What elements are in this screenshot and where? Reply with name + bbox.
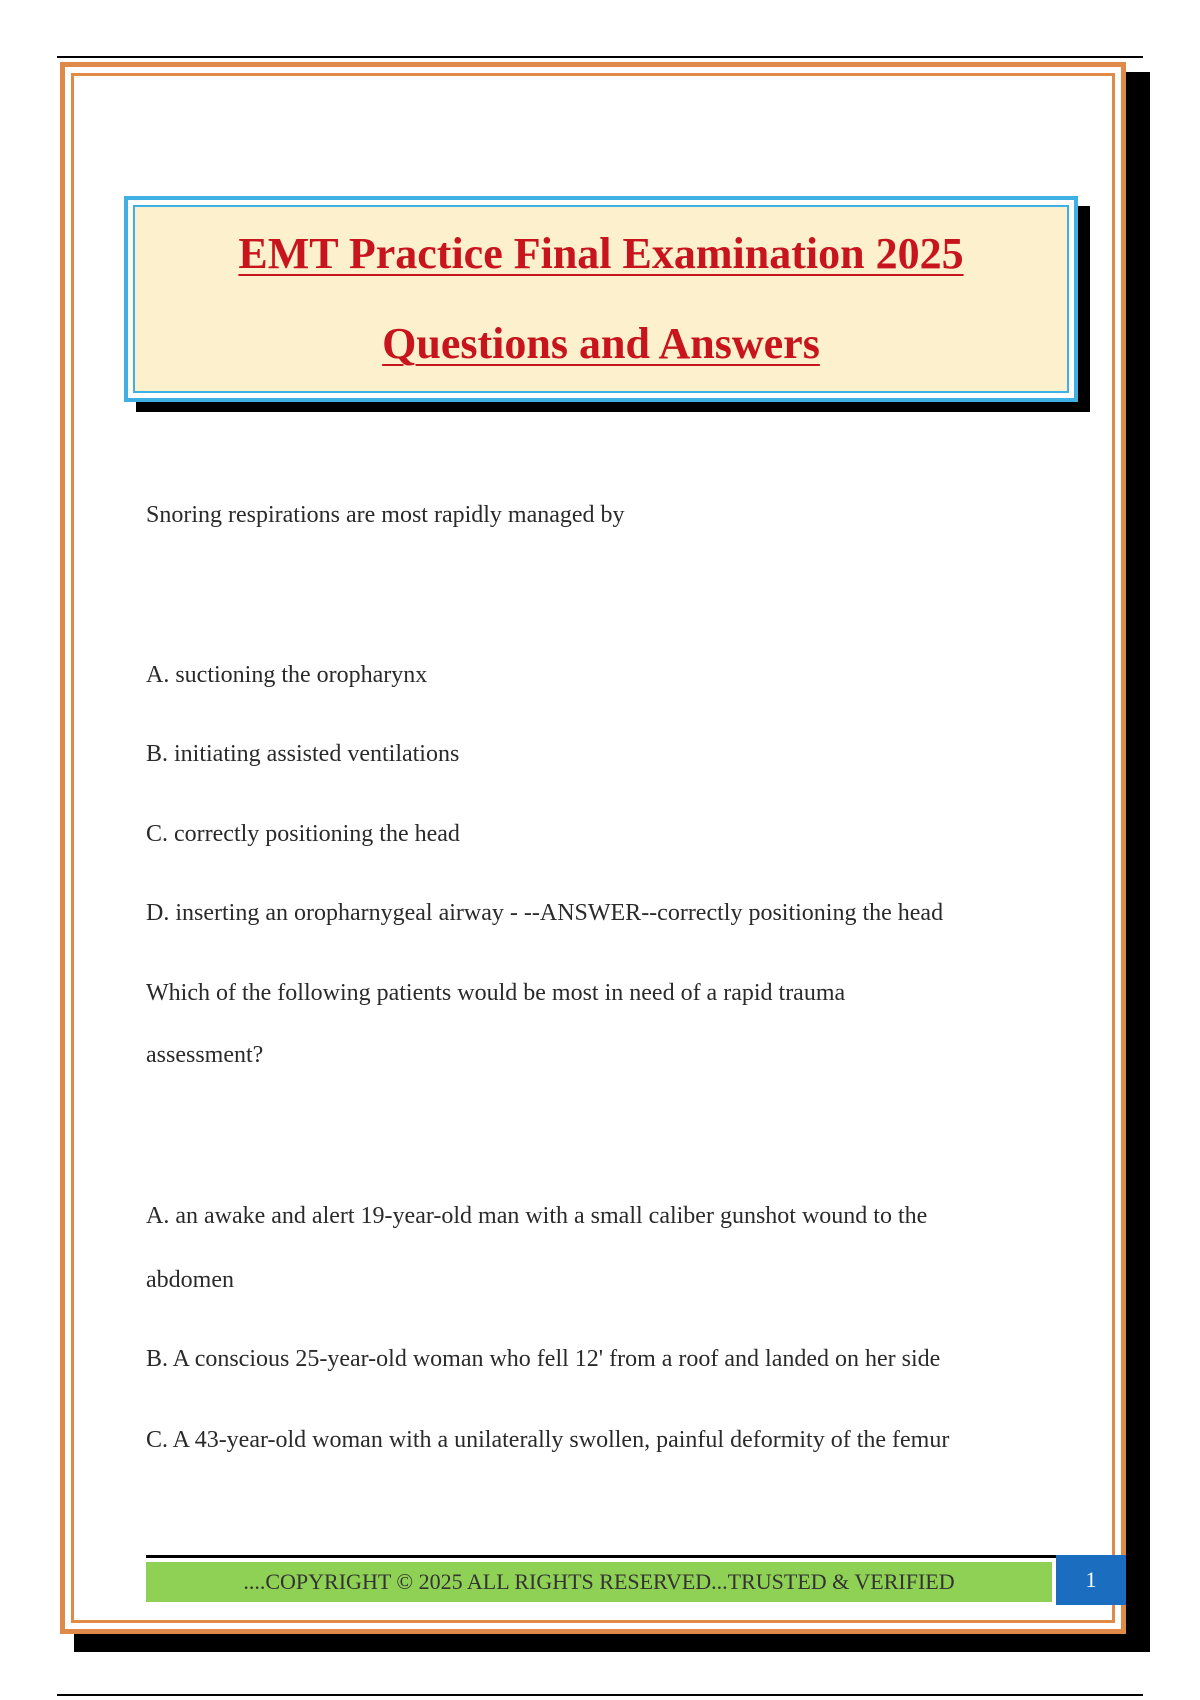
question-2-option-c: C. A 43-year-old woman with a unilaterally swollen, painful deformity of the femur — [146, 1427, 950, 1453]
footer-copyright-text: ....COPYRIGHT © 2025 ALL RIGHTS RESERVED...TRUSTED & VERIFIED — [243, 1569, 955, 1594]
question-1-text: Snoring respirations are most rapidly managed by — [146, 502, 625, 528]
question-1-option-b: B. initiating assisted ventilations — [146, 741, 460, 767]
footer-copyright — [146, 1562, 1052, 1602]
page-number: 1 — [1056, 1555, 1126, 1605]
question-1-option-d: D. inserting an oropharnygeal airway - --ANSWER--correctly positioning the head — [146, 900, 944, 926]
title-box — [124, 196, 1078, 402]
title-line-1: EMT Practice Final Examination 2025 — [238, 229, 964, 278]
question-2-option-b: B. A conscious 25-year-old woman who fell 12' from a roof and landed on her side — [146, 1346, 941, 1372]
title-line-2: Questions and Answers — [382, 319, 820, 368]
top-rule — [57, 56, 1143, 58]
question-1-option-a: A. suctioning the oropharynx — [146, 662, 428, 688]
question-2-text-line-1: Which of the following patients would be most in need of a rapid trauma — [146, 980, 846, 1006]
question-2-option-a-line-2: abdomen — [146, 1267, 234, 1293]
title-inner — [133, 205, 1069, 393]
question-1-option-c: C. correctly positioning the head — [146, 821, 460, 847]
question-2-text-line-2: assessment? — [146, 1042, 264, 1068]
footer-rule — [146, 1555, 1056, 1558]
question-2-option-a-line-1: A. an awake and alert 19-year-old man with a small caliber gunshot wound to the — [146, 1203, 928, 1229]
bottom-rule — [57, 1694, 1143, 1696]
